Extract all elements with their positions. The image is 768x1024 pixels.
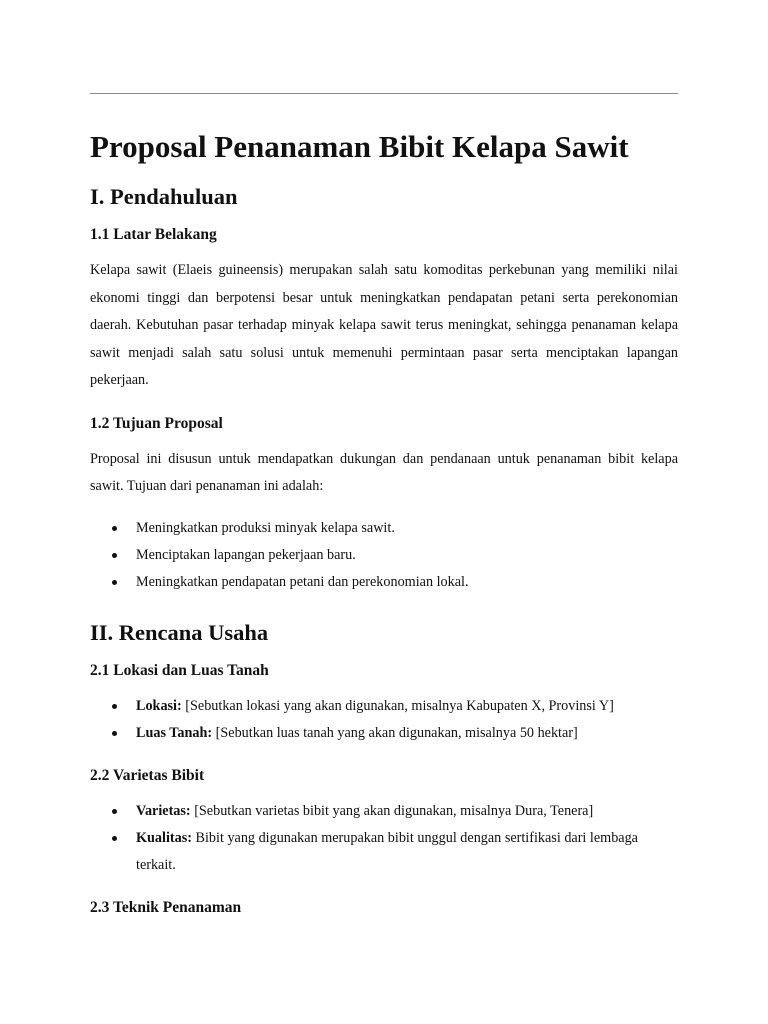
list-item [90,720,678,747]
bullet-icon [112,731,117,736]
list-item-text: [Sebutkan luas tanah yang akan digunakan, misalnya 50 hektar] [212,724,578,741]
list-item [90,542,678,569]
list-item-label: Luas Tanah: [136,724,213,741]
subsection-heading-teknik-penanaman: 2.3 Teknik Penanaman [90,898,242,916]
subsection-heading-varietas-bibit: 2.2 Varietas Bibit [90,766,205,784]
list-varietas [90,798,678,879]
list-item-text: Meningkatkan pendapatan petani dan perekonomian lokal. [136,573,469,590]
list-item [90,693,678,720]
subsection-heading-lokasi-luas-tanah: 2.1 Lokasi dan Luas Tanah [90,661,269,679]
list-item-label: Kualitas: [136,829,192,846]
list-item-text: [Sebutkan varietas bibit yang akan digunakan, misalnya Dura, Tenera] [190,802,594,819]
section-heading-rencana-usaha: II. Rencana Usaha [90,619,269,645]
section-heading-pendahuluan: I. Pendahuluan [90,184,238,209]
paragraph-tujuan-proposal: Proposal ini disusun untuk mendapatkan dukungan dan pendanaan untuk penanaman bibit kelapa sawit. Tujuan dari penanaman ini adalah: [90,450,678,494]
list-item-label: Lokasi: [136,697,182,714]
bullet-icon [112,553,117,558]
list-item [90,569,678,596]
bullet-icon [112,526,117,531]
list-item-text: [Sebutkan lokasi yang akan digunakan, misalnya Kabupaten X, Provinsi Y] [181,697,614,714]
bullet-icon [112,580,117,585]
subsection-heading-latar-belakang: 1.1 Latar Belakang [90,226,217,243]
bullet-icon [112,704,117,709]
subsection-heading-tujuan-proposal: 1.2 Tujuan Proposal [90,414,223,432]
list-item-text: Meningkatkan produksi minyak kelapa sawit. [136,519,395,536]
list-item [90,798,678,825]
list-lokasi [90,693,678,747]
list-item [90,515,678,542]
bullet-icon [112,809,117,814]
list-item-label: Varietas: [136,802,191,819]
document-content [90,124,678,930]
paragraph-latar-belakang: Kelapa sawit (Elaeis guineensis) merupakan salah satu komoditas perkebunan yang memiliki nilai ekonomi tinggi dan berpotensi besar untuk meningkatkan pendapatan petani serta perekonomian daerah. Kebutuhan pasar terhadap minyak kelapa sawit terus meningkat, sehingga penanaman kelapa sawit menjadi salah satu solusi untuk memenuhi permintaan pasar serta menciptakan lapangan pekerjaan. [90,262,678,388]
top-horizontal-rule [90,93,678,94]
bullet-icon [112,836,117,841]
list-tujuan [90,515,678,596]
list-item-text: Bibit yang digunakan merupakan bibit unggul dengan sertifikasi dari lembaga terkait. [136,829,638,873]
list-item-text: Menciptakan lapangan pekerjaan baru. [136,546,356,563]
document-title: Proposal Penanaman Bibit Kelapa Sawit [90,129,629,164]
list-item [90,825,678,879]
